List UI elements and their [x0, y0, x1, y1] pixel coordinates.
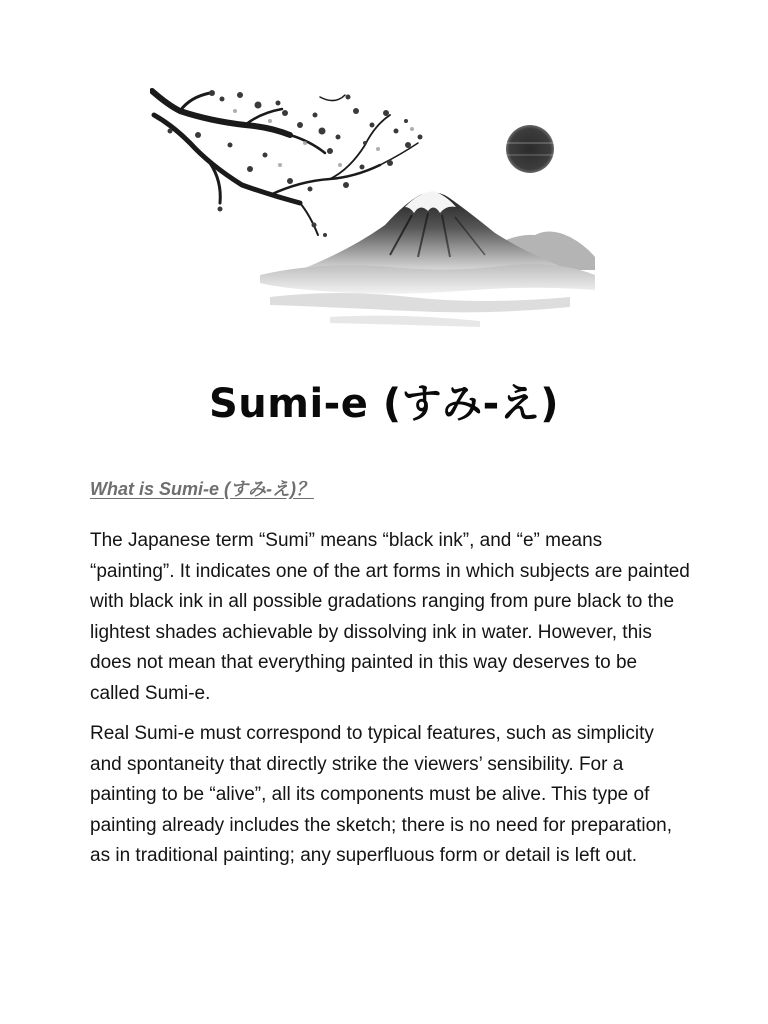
- ink-painting-image: [150, 85, 610, 350]
- sun-shape: [506, 125, 554, 173]
- sumi-e-illustration: [150, 85, 610, 350]
- section-heading: What is Sumi-e (すみ-え)？: [90, 479, 314, 499]
- mountain-shape: [300, 191, 570, 270]
- paragraph: Real Sumi-e must correspond to typical features, such as simplicity and spontaneity that directly strike the viewers’ sensibility. For a painting to be “alive”, all its components must be alive. This type of painting already includes the sketch; there is no need for preparation, as in traditional painting; any superfluous form or detail is left out.: [90, 723, 672, 867]
- paragraph: The Japanese term “Sumi” means “black ink”, and “e” means “painting”. It indicates one of the art forms in which subjects are painted with black ink in all possible gradations ranging from pure black to the lightest shades achievable by dissolving ink in water. However, this does not mean that everything painted in this way deserves to be called Sumi-e.: [90, 530, 690, 704]
- page-title: Sumi-e (すみ-え): [209, 381, 559, 427]
